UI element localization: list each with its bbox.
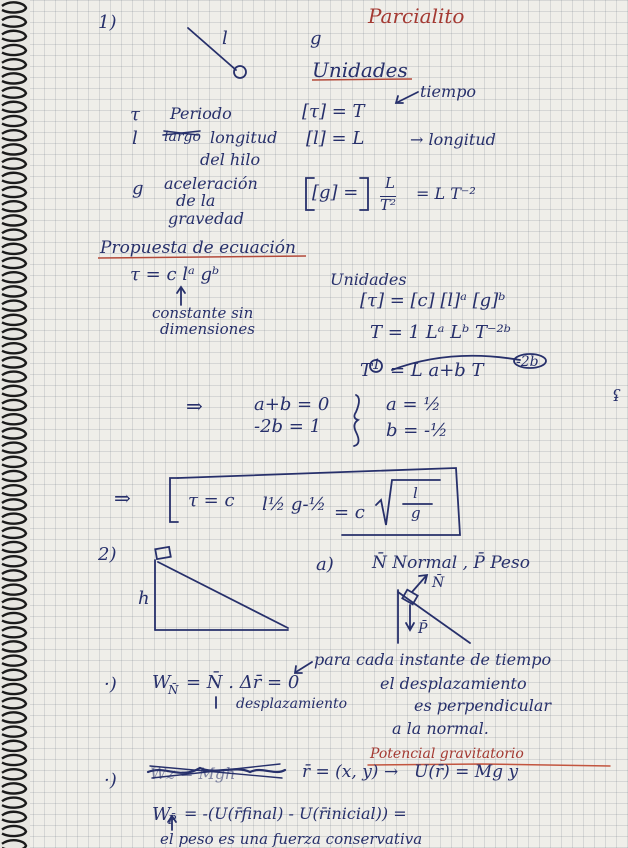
incline-block: [155, 547, 171, 559]
var-g-symbol: g: [132, 178, 144, 199]
para-arrow: [296, 662, 312, 672]
normal-force-label: N̄: [432, 575, 445, 591]
proposal-units-line3-exponent: 1: [372, 357, 381, 373]
proposal-note-1: constante sin: [152, 304, 254, 322]
forces-list: N̄ Normal , P̄ Peso: [372, 553, 530, 573]
var-g-name: aceleración: [164, 174, 258, 193]
proposal-note-2: dimensiones: [160, 320, 255, 338]
pendulum-gravity-label: g: [310, 28, 322, 49]
work-normal-expression: = N̄ . Δr̄ = 0: [186, 672, 300, 693]
var-l-note: → longitud: [410, 130, 496, 149]
sqrt-sign: [376, 480, 440, 525]
var-l-symbol: l: [132, 128, 138, 149]
work-weight-bullet: ·): [104, 770, 117, 791]
var-tau-note: tiempo: [420, 82, 477, 101]
work-weight-subscript: P̄: [168, 813, 177, 827]
small-incline-slope: [398, 592, 470, 643]
proposal-equation: τ = c lᵃ gᵇ: [130, 264, 220, 285]
var-tau-symbol: τ: [130, 104, 140, 125]
margin-mark: ʢ: [612, 386, 621, 405]
work-normal-note-line3: es perpendicular: [414, 696, 552, 715]
position-arrow: →: [384, 762, 399, 782]
var-g-dimension-num: L: [385, 174, 395, 192]
result-sqrt-denominator: g: [411, 504, 421, 522]
system-brace: [354, 395, 359, 446]
work-weight-struck-text: Wz = Mgh: [150, 764, 236, 783]
proposal-units-line1: [τ] = [c] [l]ᵃ [g]ᵇ: [360, 290, 506, 311]
work-normal-subscript: N̄: [168, 683, 179, 697]
dimension-bracket-g-right: [360, 178, 368, 210]
var-g-dimension-den: T²: [380, 196, 397, 214]
work-normal-note-line2: el desplazamiento: [380, 674, 527, 693]
tiempo-arrow: [398, 92, 418, 102]
proposal-units-line3-circled: -2b: [516, 354, 539, 370]
normal-arrow: [412, 576, 426, 592]
work-normal-lhs: W: [152, 672, 171, 693]
system-eq-2: -2b = 1: [254, 416, 322, 437]
page-title: Parcialito: [368, 4, 465, 28]
proposal-heading: Propuesta de ecuación: [100, 238, 296, 258]
potential-label: Potencial gravitatorio: [370, 746, 524, 762]
proposal-units-line3-mid: = L a+b T: [390, 360, 484, 381]
proposal-units-label: Unidades: [330, 270, 407, 289]
var-l-name: longitud: [210, 128, 278, 147]
result-equals-c: = c: [334, 502, 365, 523]
problem-1-label: 1): [98, 12, 117, 33]
result-box: [170, 478, 178, 522]
var-tau-name: Periodo: [170, 104, 232, 123]
pendulum-string: [188, 28, 236, 70]
work-weight-lhs: W: [152, 804, 171, 825]
system-solution-a: a = ½: [386, 394, 441, 415]
system-eq-1: a+b = 0: [254, 394, 330, 415]
work-normal-note-line1: para cada instante de tiempo: [314, 650, 552, 669]
incline-height-label: h: [138, 588, 150, 609]
part-a-label: a): [316, 554, 334, 575]
result-power-expression: l½ g-½: [262, 494, 326, 515]
weight-force-label: P̄: [418, 621, 428, 637]
position-vector: r̄ = (x, y): [302, 762, 379, 782]
system-arrow: ⇒: [186, 394, 203, 418]
potential-energy-expression: U(r̄) = Mg y: [414, 762, 519, 782]
work-weight-expression: = -(U(r̄final) - U(r̄inicial)) =: [184, 804, 407, 823]
proposal-units-line2: T = 1 Lᵃ Lᵇ T⁻²ᵇ: [370, 322, 511, 343]
work-normal-displacement-note: desplazamiento: [236, 696, 348, 712]
pendulum-length-label: l: [222, 28, 228, 49]
var-g-name-line2: de la: [176, 191, 216, 210]
units-heading: Unidades: [312, 58, 408, 82]
var-l-dimension: [l] = L: [306, 128, 365, 149]
work-normal-note-line4: a la normal.: [392, 719, 489, 738]
result-arrow: ⇒: [114, 486, 131, 510]
var-g-dimension-lhs: [g] =: [312, 182, 359, 203]
pendulum-bob: [234, 66, 246, 78]
result-sqrt-numerator: l: [413, 484, 418, 502]
var-tau-dimension: [τ] = T: [302, 101, 365, 122]
proposal-units-line3-left: T: [360, 360, 373, 381]
conservative-force-note: el peso es una fuerza conservativa: [160, 830, 423, 848]
var-g-dimension-rhs: = L T⁻²: [416, 184, 476, 203]
system-solution-b: b = -½: [386, 420, 448, 441]
var-l-name-line2: del hilo: [200, 150, 261, 169]
var-g-name-line3: gravedad: [168, 209, 244, 228]
result-lhs: τ = c: [188, 490, 235, 511]
incline-slope: [158, 562, 288, 628]
work-normal-bullet: ·): [104, 674, 117, 695]
problem-2-label: 2): [98, 544, 117, 565]
var-l-struck-word: largo: [164, 129, 201, 145]
